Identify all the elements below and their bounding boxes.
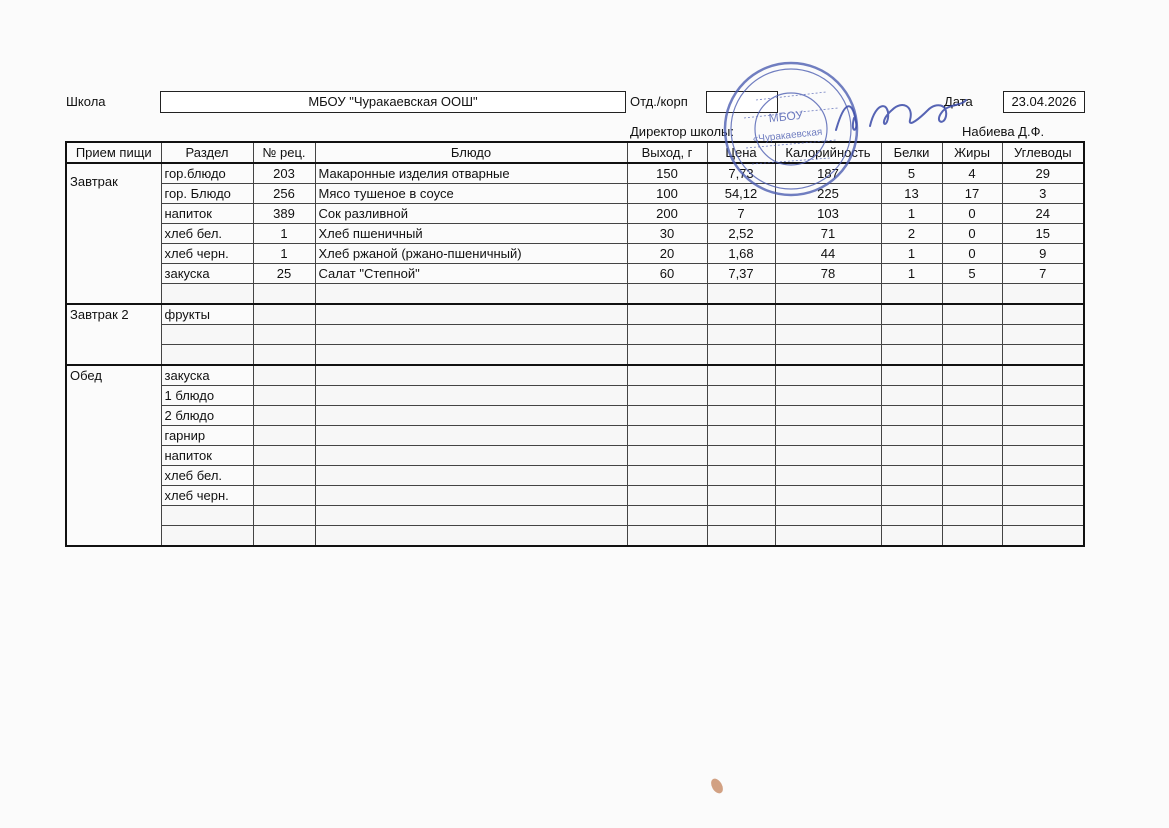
- cell-section: гарнир: [161, 426, 253, 446]
- cell-empty: [775, 466, 881, 486]
- cell-empty: [1002, 304, 1084, 325]
- cell-recipe: 1: [253, 244, 315, 264]
- cell-empty: [627, 466, 707, 486]
- school-label: Школа: [66, 94, 106, 109]
- cell-protein: 13: [881, 184, 942, 204]
- cell-calories: 103: [775, 204, 881, 224]
- cell-empty: [253, 506, 315, 526]
- col-header-fat: Жиры: [942, 142, 1002, 163]
- cell-empty: [315, 345, 627, 366]
- cell-empty: [253, 426, 315, 446]
- cell-fat: 0: [942, 244, 1002, 264]
- table-row: [66, 184, 1084, 204]
- cell-empty: [253, 406, 315, 426]
- col-header-dish: Блюдо: [315, 142, 627, 163]
- date-field: 23.04.2026: [1003, 91, 1085, 113]
- cell-empty: [253, 526, 315, 547]
- table-row: [66, 163, 1084, 184]
- cell-empty: [942, 526, 1002, 547]
- cell-empty: [881, 386, 942, 406]
- cell-protein: 1: [881, 264, 942, 284]
- dept-field: [706, 91, 778, 113]
- cell-recipe: 256: [253, 184, 315, 204]
- col-header-yield: Выход, г: [627, 142, 707, 163]
- cell-price: 54,12: [707, 184, 775, 204]
- cell-empty: [627, 446, 707, 466]
- cell-empty: [627, 365, 707, 386]
- cell-recipe: 203: [253, 163, 315, 184]
- cell-empty: [315, 365, 627, 386]
- cell-empty: [707, 446, 775, 466]
- table-row: [66, 304, 1084, 325]
- menu-table: [65, 141, 1085, 547]
- cell-empty: [942, 304, 1002, 325]
- cell-empty: [775, 526, 881, 547]
- paper-smudge: [709, 777, 726, 796]
- table-row: [66, 466, 1084, 486]
- cell-empty: [881, 446, 942, 466]
- cell-empty: [253, 304, 315, 325]
- meal-breakfast: Завтрак: [66, 163, 161, 304]
- cell-empty: [707, 486, 775, 506]
- cell-empty: [707, 365, 775, 386]
- cell-empty: [161, 325, 253, 345]
- cell-carbs: 7: [1002, 264, 1084, 284]
- cell-empty: [775, 506, 881, 526]
- cell-dish: Хлеб пшеничный: [315, 224, 627, 244]
- table-row: [66, 244, 1084, 264]
- cell-empty: [1002, 284, 1084, 305]
- cell-empty: [315, 486, 627, 506]
- cell-empty: [253, 365, 315, 386]
- cell-empty: [627, 345, 707, 366]
- cell-empty: [881, 345, 942, 366]
- cell-empty: [881, 486, 942, 506]
- cell-empty: [1002, 386, 1084, 406]
- col-header-section: Раздел: [161, 142, 253, 163]
- cell-empty: [707, 325, 775, 345]
- cell-empty: [707, 506, 775, 526]
- table-row: [66, 406, 1084, 426]
- cell-empty: [881, 426, 942, 446]
- cell-empty: [1002, 345, 1084, 366]
- table-header-row: [66, 142, 1084, 163]
- cell-empty: [627, 284, 707, 305]
- cell-price: 2,52: [707, 224, 775, 244]
- cell-section: хлеб черн.: [161, 486, 253, 506]
- cell-empty: [707, 304, 775, 325]
- cell-section: фрукты: [161, 304, 253, 325]
- cell-empty: [775, 386, 881, 406]
- table-row: [66, 446, 1084, 466]
- cell-empty: [253, 466, 315, 486]
- cell-empty: [161, 284, 253, 305]
- cell-empty: [707, 426, 775, 446]
- cell-empty: [315, 506, 627, 526]
- cell-recipe: 389: [253, 204, 315, 224]
- cell-fat: 17: [942, 184, 1002, 204]
- cell-empty: [775, 345, 881, 366]
- cell-yield: 150: [627, 163, 707, 184]
- cell-calories: 187: [775, 163, 881, 184]
- cell-empty: [253, 446, 315, 466]
- cell-dish: Салат "Степной": [315, 264, 627, 284]
- cell-section: закуска: [161, 365, 253, 386]
- cell-section: напиток: [161, 446, 253, 466]
- cell-calories: 44: [775, 244, 881, 264]
- cell-empty: [253, 486, 315, 506]
- cell-carbs: 9: [1002, 244, 1084, 264]
- cell-protein: 2: [881, 224, 942, 244]
- cell-dish: Хлеб ржаной (ржано-пшеничный): [315, 244, 627, 264]
- cell-empty: [881, 506, 942, 526]
- cell-calories: 71: [775, 224, 881, 244]
- cell-protein: 1: [881, 204, 942, 224]
- table-row-empty: [66, 526, 1084, 547]
- cell-empty: [942, 345, 1002, 366]
- cell-section: гор. Блюдо: [161, 184, 253, 204]
- cell-empty: [942, 406, 1002, 426]
- cell-empty: [161, 345, 253, 366]
- cell-empty: [881, 466, 942, 486]
- cell-empty: [942, 466, 1002, 486]
- cell-empty: [707, 526, 775, 547]
- director-label: Директор школы:: [630, 124, 734, 139]
- cell-empty: [627, 426, 707, 446]
- cell-fat: 5: [942, 264, 1002, 284]
- cell-price: 7,73: [707, 163, 775, 184]
- col-header-protein: Белки: [881, 142, 942, 163]
- cell-empty: [315, 526, 627, 547]
- cell-empty: [881, 526, 942, 547]
- cell-empty: [775, 325, 881, 345]
- svg-text:«Чуракаевская: «Чуракаевская: [752, 126, 823, 146]
- cell-empty: [1002, 486, 1084, 506]
- cell-empty: [775, 426, 881, 446]
- cell-empty: [627, 526, 707, 547]
- cell-calories: 78: [775, 264, 881, 284]
- cell-empty: [775, 406, 881, 426]
- cell-section: хлеб бел.: [161, 466, 253, 486]
- cell-empty: [942, 506, 1002, 526]
- cell-empty: [315, 386, 627, 406]
- cell-empty: [881, 325, 942, 345]
- cell-yield: 20: [627, 244, 707, 264]
- cell-empty: [627, 406, 707, 426]
- table-row: [66, 386, 1084, 406]
- table-row-empty: [66, 325, 1084, 345]
- director-name: Набиева Д.Ф.: [962, 124, 1045, 139]
- cell-dish: Макаронные изделия отварные: [315, 163, 627, 184]
- cell-empty: [707, 284, 775, 305]
- cell-empty: [707, 466, 775, 486]
- cell-empty: [942, 386, 1002, 406]
- table-row: [66, 365, 1084, 386]
- cell-empty: [707, 345, 775, 366]
- cell-section: закуска: [161, 264, 253, 284]
- cell-empty: [1002, 466, 1084, 486]
- cell-empty: [627, 506, 707, 526]
- cell-dish: Сок разливной: [315, 204, 627, 224]
- cell-section: гор.блюдо: [161, 163, 253, 184]
- cell-empty: [881, 365, 942, 386]
- cell-empty: [1002, 506, 1084, 526]
- col-header-carbs: Углеводы: [1002, 142, 1084, 163]
- cell-yield: 60: [627, 264, 707, 284]
- cell-empty: [315, 284, 627, 305]
- cell-fat: 0: [942, 204, 1002, 224]
- cell-empty: [253, 345, 315, 366]
- cell-empty: [775, 284, 881, 305]
- cell-empty: [942, 426, 1002, 446]
- cell-empty: [627, 386, 707, 406]
- cell-recipe: 25: [253, 264, 315, 284]
- cell-empty: [161, 526, 253, 547]
- cell-empty: [942, 446, 1002, 466]
- meal-breakfast-2: Завтрак 2: [66, 304, 161, 365]
- cell-empty: [253, 325, 315, 345]
- col-header-calories: Калорийность: [775, 142, 881, 163]
- cell-empty: [707, 406, 775, 426]
- cell-empty: [315, 325, 627, 345]
- table-row: [66, 224, 1084, 244]
- cell-carbs: 3: [1002, 184, 1084, 204]
- cell-fat: 0: [942, 224, 1002, 244]
- cell-empty: [627, 304, 707, 325]
- date-label: Дата: [944, 94, 973, 109]
- cell-carbs: 24: [1002, 204, 1084, 224]
- cell-empty: [942, 365, 1002, 386]
- dept-label: Отд./корп: [630, 94, 688, 109]
- cell-yield: 200: [627, 204, 707, 224]
- col-header-price: Цена: [707, 142, 775, 163]
- cell-section: 2 блюдо: [161, 406, 253, 426]
- cell-section: 1 блюдо: [161, 386, 253, 406]
- cell-empty: [1002, 446, 1084, 466]
- cell-empty: [315, 304, 627, 325]
- cell-price: 7,37: [707, 264, 775, 284]
- cell-price: 7: [707, 204, 775, 224]
- cell-empty: [315, 426, 627, 446]
- cell-empty: [627, 486, 707, 506]
- cell-empty: [881, 304, 942, 325]
- table-row: [66, 204, 1084, 224]
- cell-empty: [1002, 526, 1084, 547]
- table-row-empty: [66, 345, 1084, 366]
- cell-empty: [315, 406, 627, 426]
- table-row: [66, 426, 1084, 446]
- table-row: [66, 264, 1084, 284]
- col-header-meal: Прием пищи: [66, 142, 161, 163]
- cell-empty: [253, 386, 315, 406]
- cell-empty: [881, 284, 942, 305]
- cell-empty: [881, 406, 942, 426]
- cell-section: хлеб бел.: [161, 224, 253, 244]
- cell-empty: [627, 325, 707, 345]
- cell-yield: 100: [627, 184, 707, 204]
- cell-empty: [315, 466, 627, 486]
- cell-recipe: 1: [253, 224, 315, 244]
- cell-empty: [315, 446, 627, 466]
- cell-empty: [775, 446, 881, 466]
- cell-empty: [253, 284, 315, 305]
- cell-fat: 4: [942, 163, 1002, 184]
- cell-protein: 1: [881, 244, 942, 264]
- meal-lunch: Обед: [66, 365, 161, 546]
- cell-empty: [775, 304, 881, 325]
- cell-yield: 30: [627, 224, 707, 244]
- cell-price: 1,68: [707, 244, 775, 264]
- col-header-recipe: № рец.: [253, 142, 315, 163]
- cell-empty: [775, 365, 881, 386]
- cell-empty: [1002, 325, 1084, 345]
- cell-empty: [161, 506, 253, 526]
- cell-section: напиток: [161, 204, 253, 224]
- cell-protein: 5: [881, 163, 942, 184]
- cell-dish: Мясо тушеное в соусе: [315, 184, 627, 204]
- cell-empty: [942, 284, 1002, 305]
- cell-empty: [775, 486, 881, 506]
- table-row-empty: [66, 506, 1084, 526]
- table-row-empty: [66, 284, 1084, 305]
- cell-calories: 225: [775, 184, 881, 204]
- cell-carbs: 15: [1002, 224, 1084, 244]
- cell-empty: [942, 486, 1002, 506]
- table-row: [66, 486, 1084, 506]
- cell-empty: [1002, 426, 1084, 446]
- cell-section: хлеб черн.: [161, 244, 253, 264]
- cell-empty: [1002, 365, 1084, 386]
- school-name-field: МБОУ "Чуракаевская ООШ": [160, 91, 626, 113]
- cell-empty: [942, 325, 1002, 345]
- cell-empty: [707, 386, 775, 406]
- cell-empty: [1002, 406, 1084, 426]
- cell-carbs: 29: [1002, 163, 1084, 184]
- svg-text:МБОУ: МБОУ: [768, 107, 804, 126]
